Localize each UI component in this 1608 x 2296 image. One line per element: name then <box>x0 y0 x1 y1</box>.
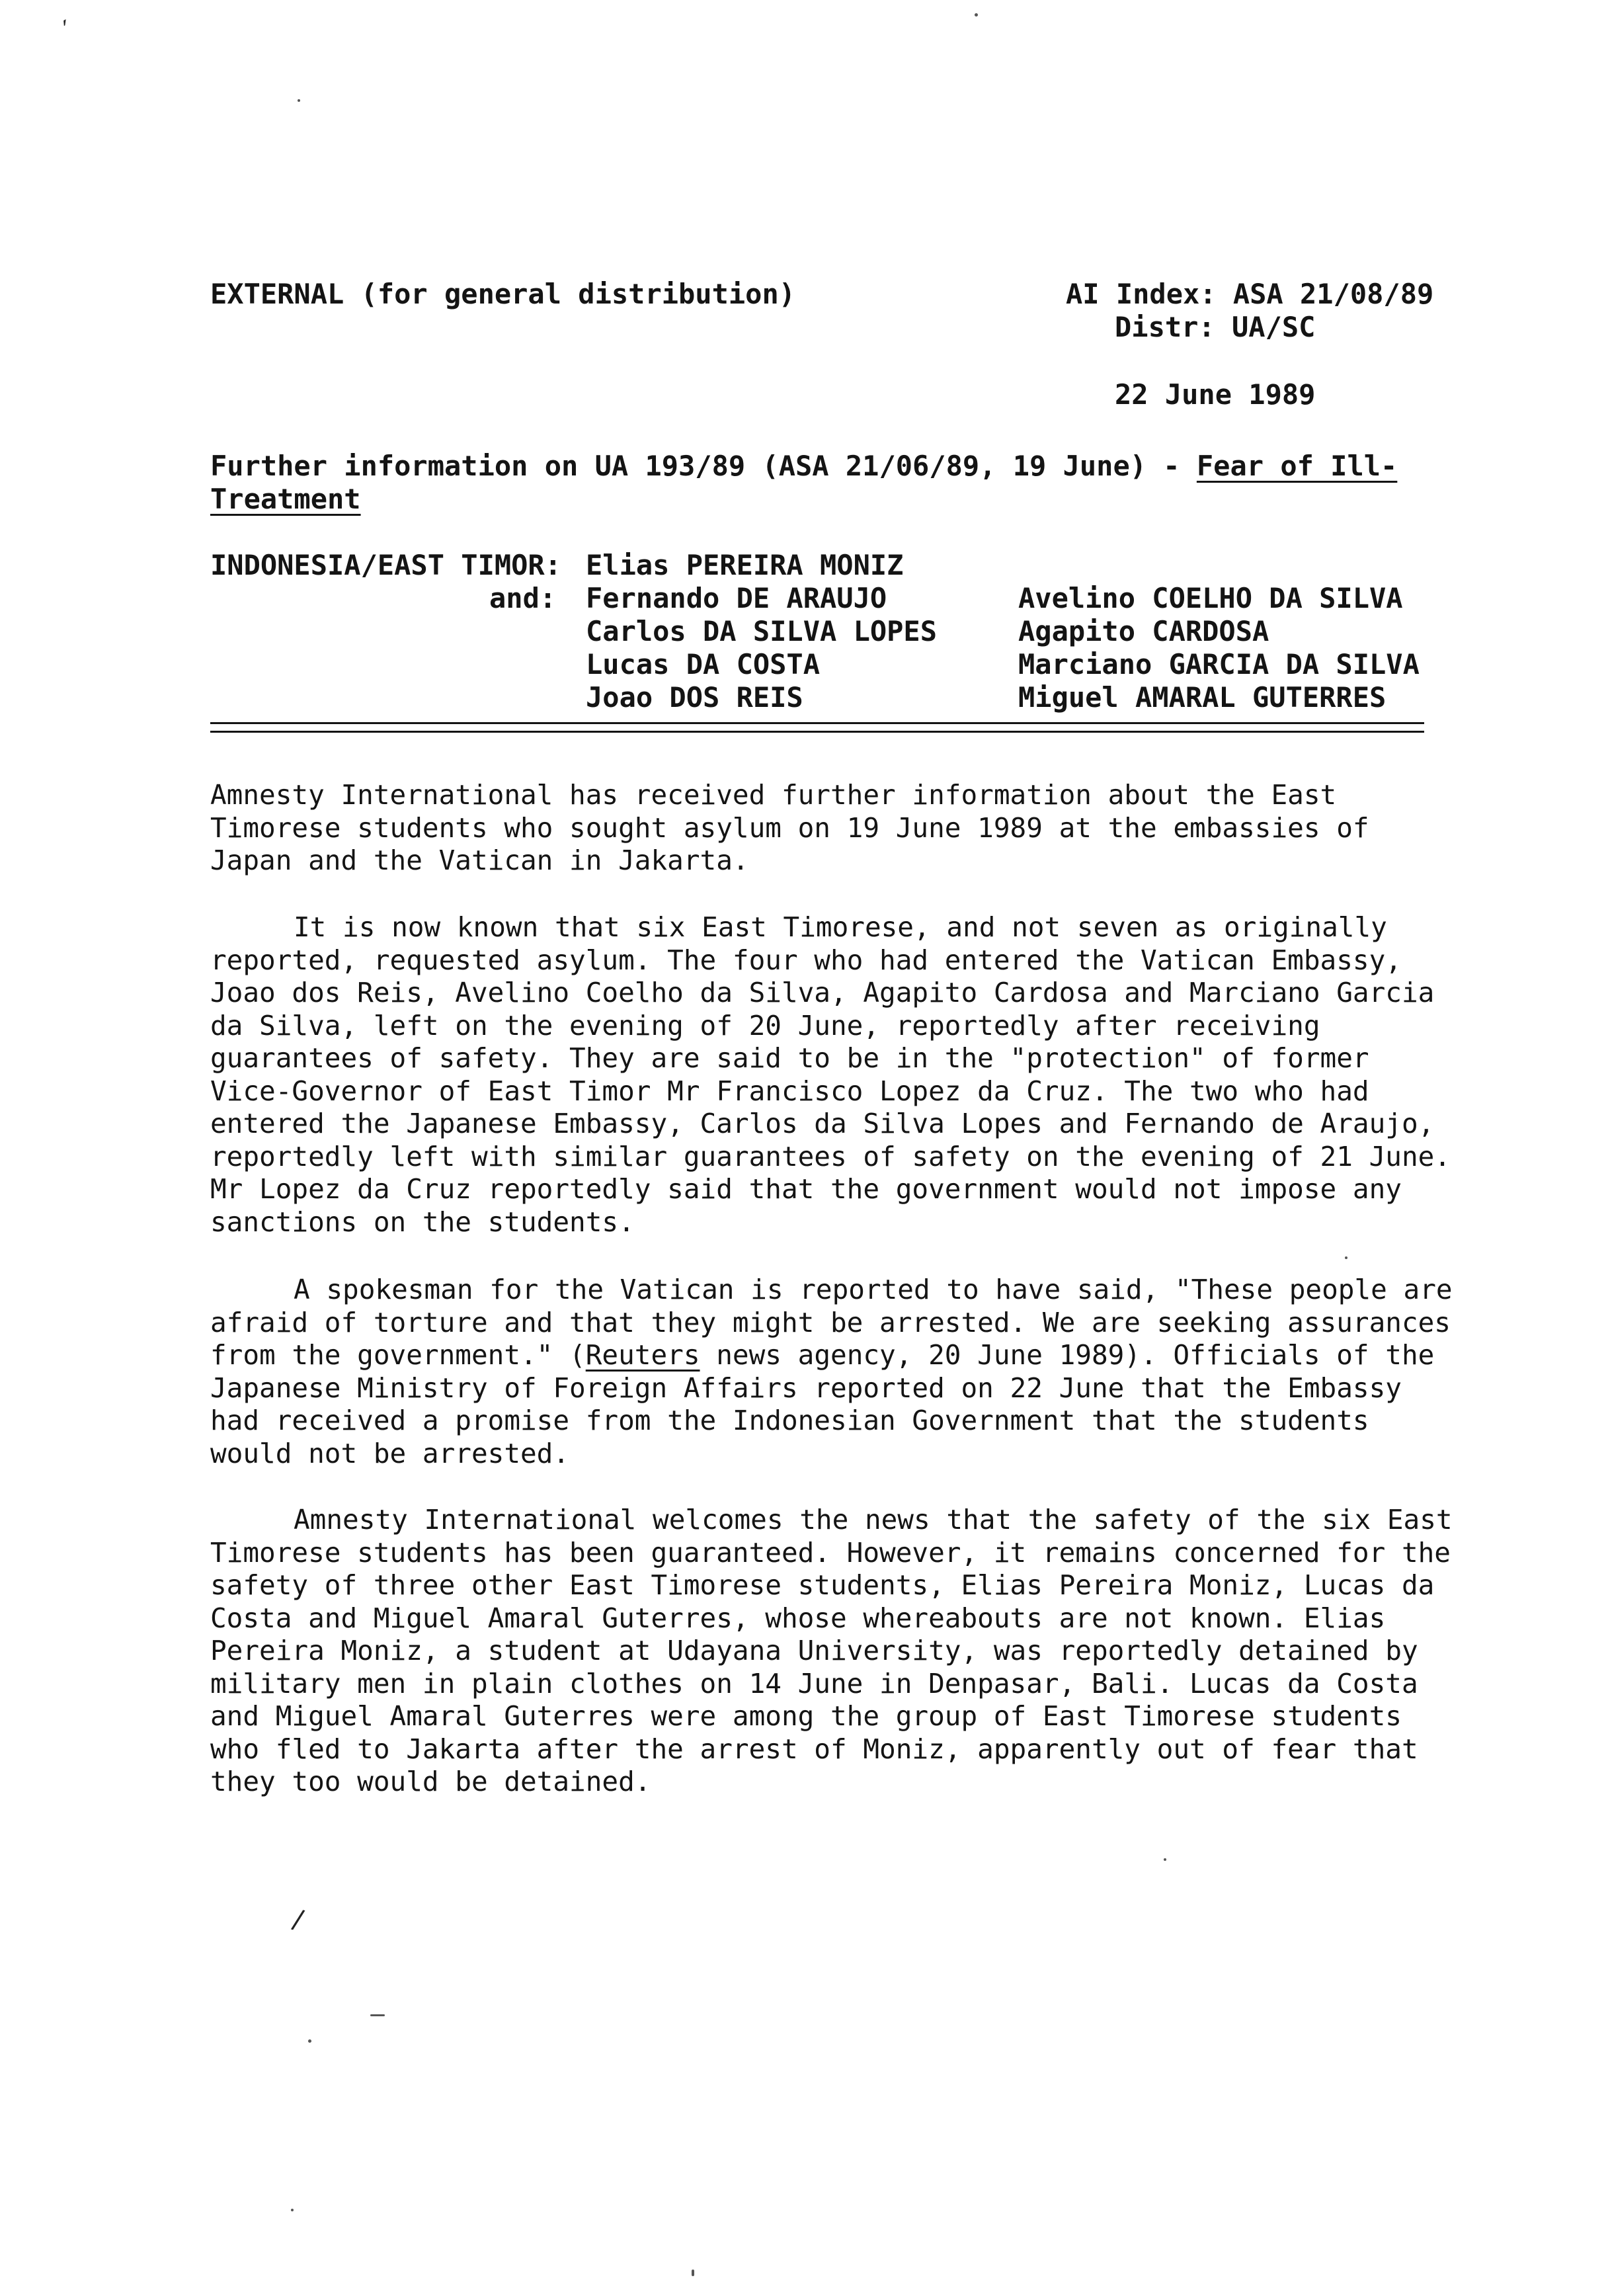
scan-speck <box>308 2039 311 2043</box>
name-left-2: Carlos DA SILVA LOPES <box>586 615 938 647</box>
paragraph-3-end: news agency, 20 June 1989). Officials of the Japanese Ministry of Foreign Affairs reported on 22 June that the Embassy had received a promise from the Indonesian Government that the students would not be arrested. <box>210 1339 1435 1469</box>
name-right-2: Agapito CARDOSA <box>1018 615 1269 647</box>
scan-speck <box>1345 1256 1347 1259</box>
paragraph-3-text <box>210 1274 1453 1470</box>
distribution-code: Distr: UA/SC <box>1115 311 1316 343</box>
subject-treatment: Treatment <box>210 483 361 515</box>
scan-speck <box>370 2014 385 2016</box>
name-first: Elias PEREIRA MONIZ <box>586 549 904 581</box>
reuters-underlined: Reuters <box>585 1339 700 1371</box>
scan-speck <box>1164 1858 1166 1861</box>
paragraph-2-text: It is now known that six East Timorese, and not seven as originally reported, requested asylum. The four who had entered the Vatican Embassy, Joao dos Reis, Avelino Coelho da Silva, Agapito Cardosa and Marciano Garcia da Silva, left on the evening of 20 June, reportedly after receiving guarantees of safety. They are said to be in the "protection" of former Vice-Governor of East Timor Mr Francisco Lopez da Cruz. The two who had entered the Japanese Embassy, Carlos da Silva Lopes and Fernando de Araujo, reportedly left with similar guarantees of safety on the evening of 21 June. Mr Lopez da Cruz reportedly said that the government would not impose any sanctions on the students. <box>210 911 1451 1238</box>
paragraph-3 <box>210 1274 1453 1470</box>
subject-text: Further information on UA 193/89 (ASA 21/06/89, 19 June) - <box>210 450 1197 482</box>
paragraph-3-start: A spokesman for the Vatican is reported to have said, "These people are afraid of torture and that they might be arrested. We are seeking assurances from the government." ( <box>210 1274 1453 1371</box>
distribution-label: EXTERNAL (for general distribution) <box>210 278 796 310</box>
name-left-1: Fernando DE ARAUJO <box>586 582 887 614</box>
country-label: INDONESIA/EAST TIMOR: <box>210 549 562 581</box>
and-label: and: <box>489 582 557 614</box>
scan-speck <box>298 99 300 102</box>
name-right-3: Marciano GARCIA DA SILVA <box>1018 648 1420 680</box>
paragraph-4-text: Amnesty International welcomes the news that the safety of the six East Timorese students has been guaranteed. However, it remains concerned for the safety of three other East Timorese students, Elias Pereira Moniz, Lucas da Costa and Miguel Amaral Guterres, whose whereabouts are not known. Elias Pereira Moniz, a student at Udayana University, was reportedly detained by military men in plain clothes on 14 June in Denpasar, Bali. Lucas da Costa and Miguel Amaral Guterres were among the group of East Timorese students who fled to Jakarta after the arrest of Moniz, apparently out of fear that they too would be detained. <box>210 1504 1453 1797</box>
scan-speck <box>291 2209 294 2211</box>
paragraph-1-text: Amnesty International has received further information about the East Timorese students who sought asylum on 19 June 1989 at the embassies of Japan and the Vatican in Jakarta. <box>210 779 1369 876</box>
scan-speck <box>692 2270 694 2276</box>
name-right-1: Avelino COELHO DA SILVA <box>1018 582 1403 614</box>
subject-line <box>210 450 1397 483</box>
name-left-4: Joao DOS REIS <box>586 681 803 714</box>
scan-mark-top-left: ′ <box>59 15 79 45</box>
double-rule-divider <box>210 722 1424 733</box>
name-right-4: Miguel AMARAL GUTERRES <box>1018 681 1387 714</box>
paragraph-2 <box>210 911 1453 1239</box>
name-left-3: Lucas DA COSTA <box>586 648 821 680</box>
subject-fear-of-ill: Fear of Ill- <box>1196 450 1398 482</box>
paragraph-1 <box>210 779 1453 878</box>
scan-mark-slash: / <box>290 1904 307 1936</box>
scan-speck <box>975 13 978 17</box>
ai-index: AI Index: ASA 21/08/89 <box>1066 278 1434 310</box>
paragraph-4 <box>210 1504 1453 1799</box>
document-date: 22 June 1989 <box>1115 378 1316 411</box>
